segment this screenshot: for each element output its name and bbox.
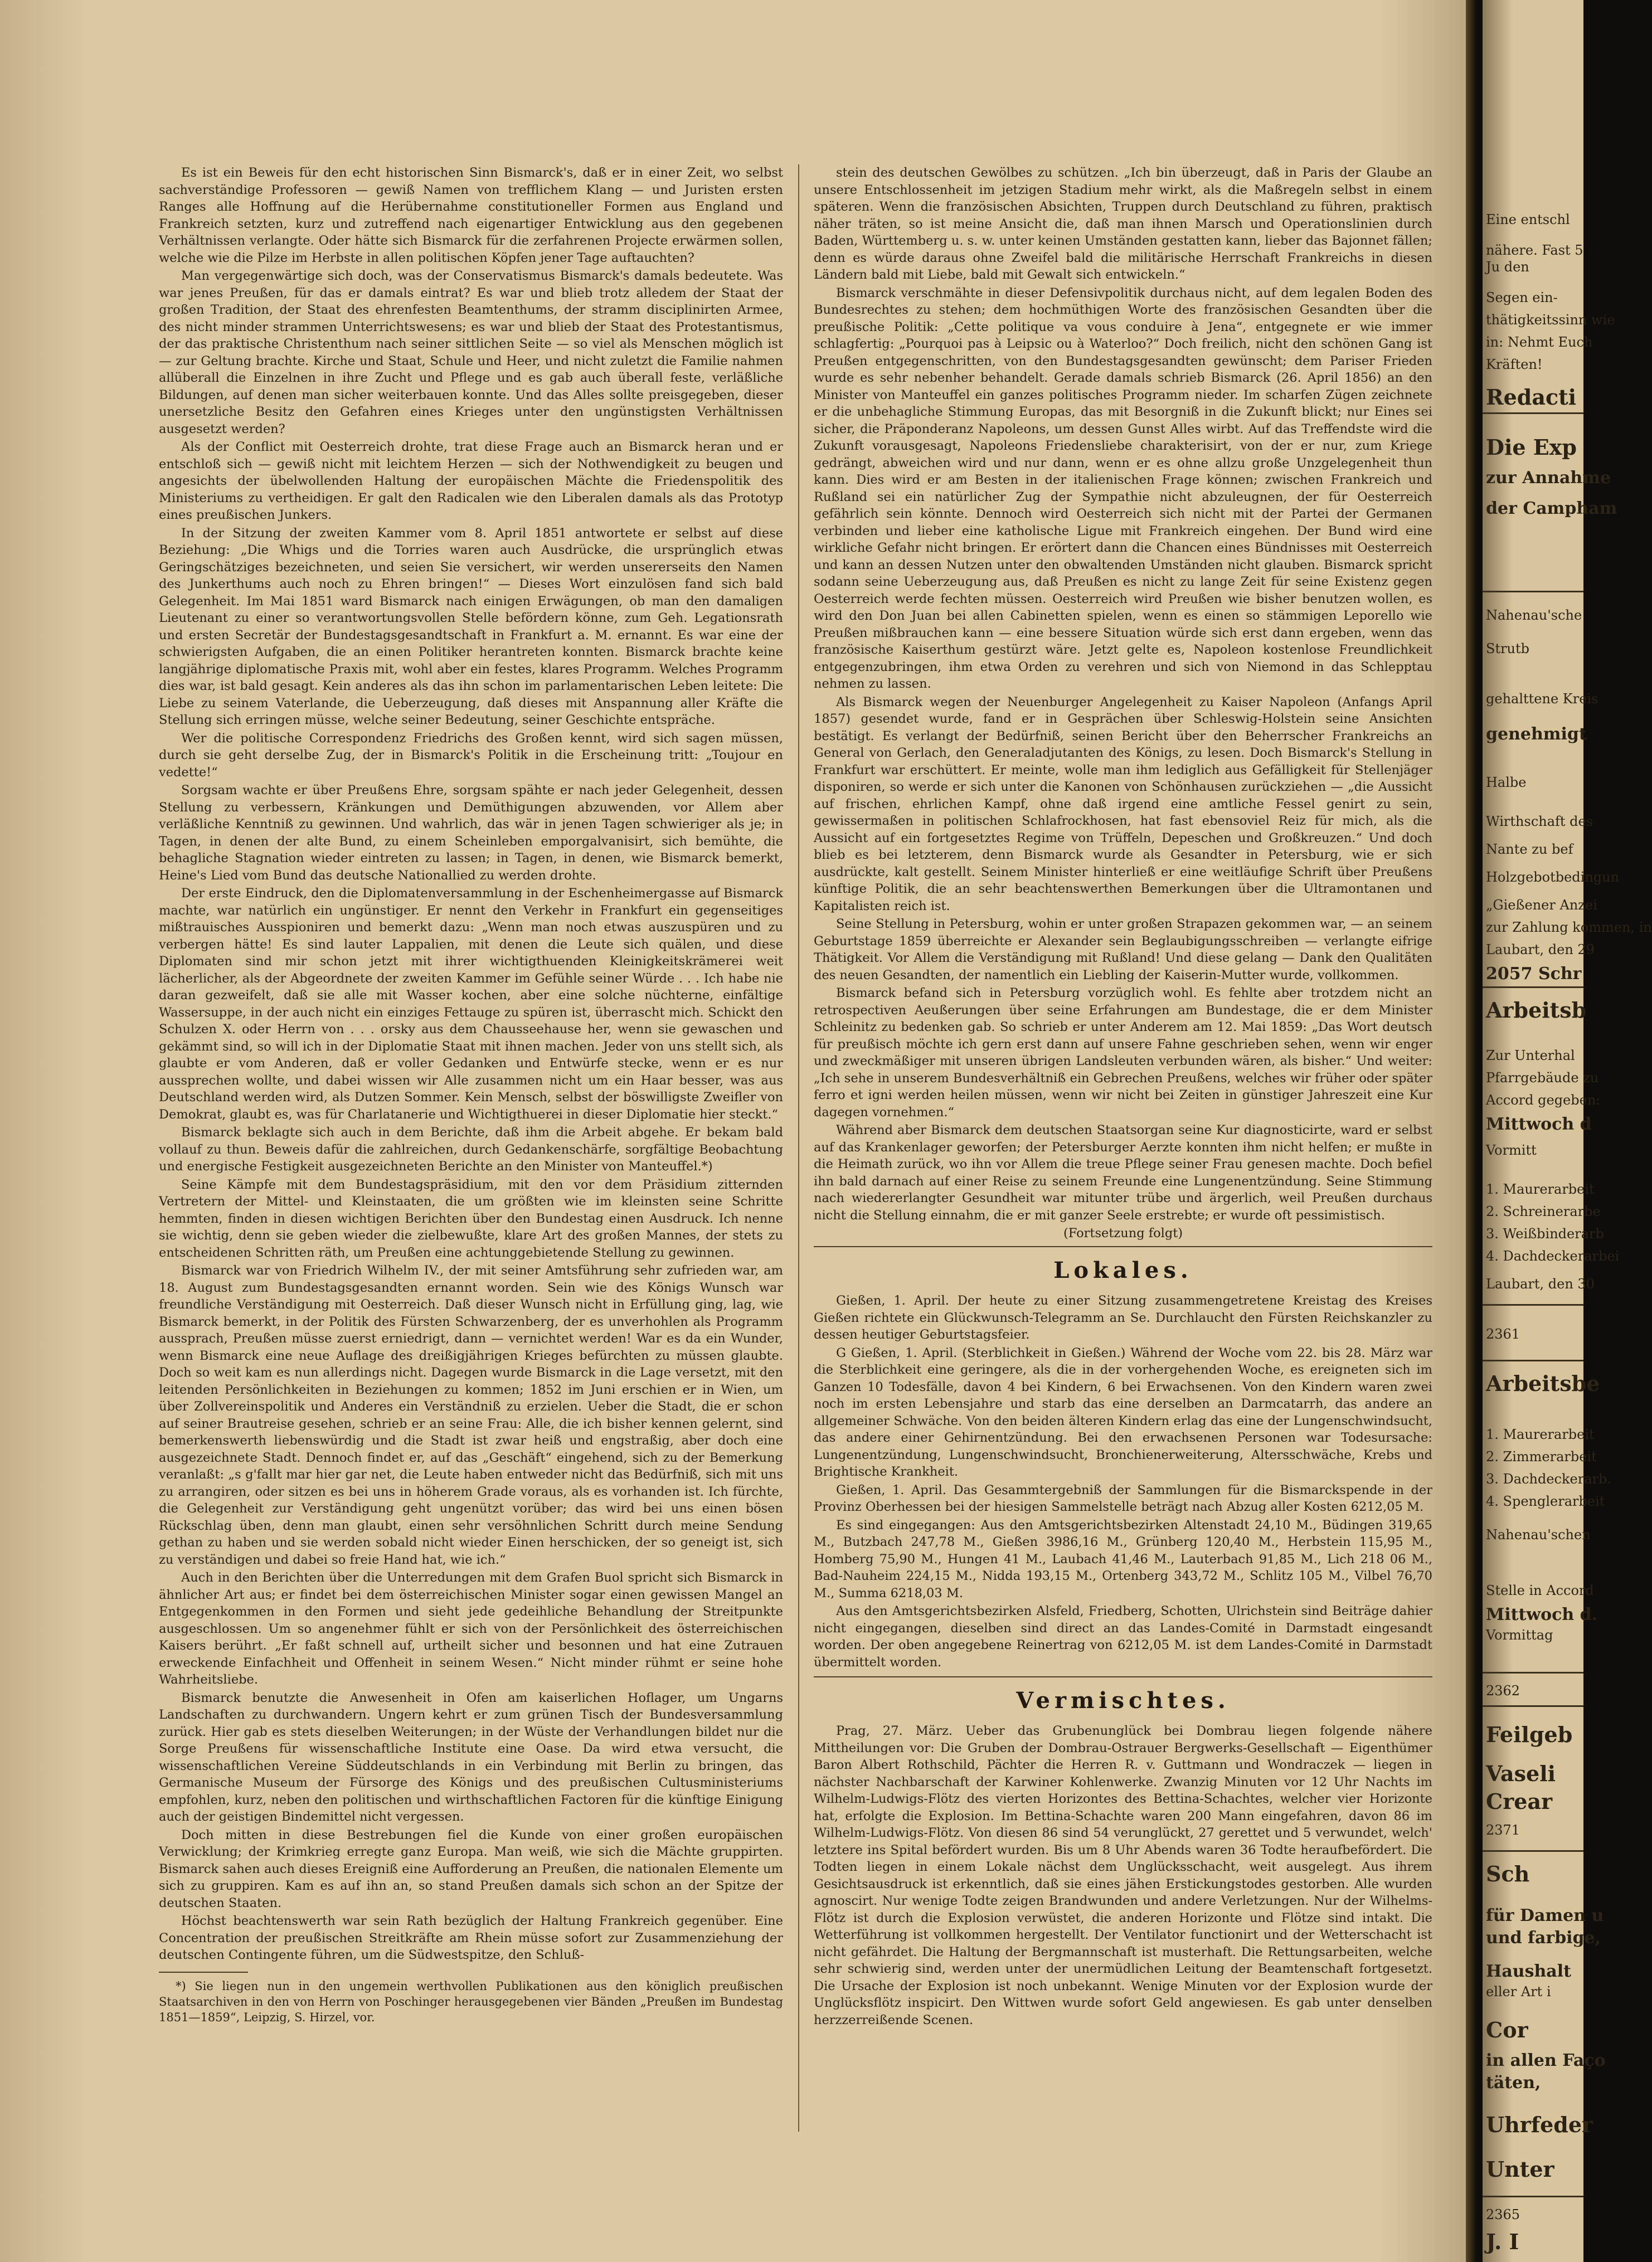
neighbor-text-fragment: nähere. Fast 5 <box>1486 242 1583 258</box>
neighbor-text-fragment: eller Art i <box>1486 1984 1551 2000</box>
vermischtes-section <box>814 1723 1432 2028</box>
neighbor-text-fragment: J. I <box>1486 2229 1519 2254</box>
neighbor-text-fragment: 1. Maurerarbeit <box>1486 1427 1595 1442</box>
neighbor-text-fragment: genehmigt <box>1486 724 1587 744</box>
neighbor-text-fragment: Die Exp <box>1486 435 1577 460</box>
neighbor-text-fragment: Vormitt <box>1486 1142 1537 1158</box>
section-rule-2 <box>814 1676 1432 1677</box>
neighbor-text-fragment: Sch <box>1486 1861 1530 1886</box>
neighbor-text-fragment: Laubart, den 29 <box>1486 942 1595 957</box>
neighbor-text-fragment: Haushalt <box>1486 1962 1571 1981</box>
neighbor-rule <box>1483 591 1583 592</box>
neighbor-rule <box>1483 412 1583 414</box>
neighbor-rule <box>1483 986 1583 988</box>
paragraph: Es ist ein Beweis für den echt historischen Sinn Bismarck's, daß er in einer Zeit, wo selbst sachverständige Professoren — gewiß Namen von trefflichem Klang — und Juristen ersten Ranges alle Hoffnung auf die Herübernahme constitutioneller Formen aus England und Frankreich setzten, kurz und zutreffend nach eigenartiger Entwicklung aus den gegebenen Verhältnissen verlangte. Oder hätte sich Bismarck für die zerfahrenen Projecte erwärmen sollen, welche wie die Pilze im Herbste in allen politischen Köpfen jener Tage auftauchten? <box>159 166 783 265</box>
neighbor-rule <box>1483 1360 1583 1361</box>
neighbor-text-fragment: 2. Zimmerarbeit <box>1486 1449 1597 1465</box>
neighbor-text-fragment: Zur Unterhal <box>1486 1048 1575 1063</box>
paragraph: Bismarck war von Friedrich Wilhelm IV., der mit seiner Amtsführung sehr zufrieden war, am 18. August zum Bundestagsgesandten ernannt worden. Sein wie des Königs Wunsch war freundliche Verständigung mit Oesterreich. Daß dieser Wunsch nicht in Erfüllung ging, lag, wie Bismarck bemerkt, in der Politik des Fürsten Schwarzenberg, der es unverhohlen als Programm aussprach, Preußen müsse zuerst erniedrigt, dann — vernichtet werden! War es da ein Wunder, wenn Bismarck eine neue Auflage des dreißigjährigen Krieges befürchten zu müssen glaubte. Doch so weit kam es nun allerdings nicht. Dagegen wurde Bismarck in die Lage versetzt, mit den leitenden Persönlichkeiten in Beziehungen zu kommen; 1852 im Juni erschien er in Wien, um über Zollvereinspolitik und Anderes ein Verständniß zu erzielen. Ueber die Stadt, die er schon auf seiner Brautreise gesehen, schrieb er an seine Frau: Alle, die ich bisher kennen gelernt, sind bemerkenswerth liebenswürdig und die Stadt ist zwar heiß und engstraßig, aber doch eine ausgezeichnete Stadt. Dennoch findet er, auf das „Geschäft“ eingehend, sich zu der Bemerkung veranlaßt: „s g'fallt mar hier gar net, die Leute haben entweder nicht das Bedürfniß, sich mit uns zu arrangiren, oder sitzen es bei uns in höherem Grade voraus, als es vorhanden ist. Ich fürchte, die Gelegenheit zur Verständigung geht ungenützt vorüber; das wird bei uns einen bösen Rückschlag üben, denn man glaubt, einen sehr versöhnlichen Schritt durch meine Sendung gethan zu haben und sie werden sobald nicht wieder Einen herschicken, der so geneigt ist, sich zu verständigen und dabei so freie Hand hat, wie ich.“ <box>159 1263 783 1567</box>
paragraph: Höchst beachtenswerth war sein Rath bezüglich der Haltung Frankreich gegenüber. Eine Concentration der preußischen Streitkräfte am Rhein müsse sofort zur Zusammenziehung der deutschen Contingente führen, um die Südwestspitze, den Schluß- <box>159 1914 783 1962</box>
neighbor-text-fragment: Ju den <box>1486 259 1529 275</box>
left-article-body <box>159 164 783 1964</box>
paragraph: Bismarck befand sich in Petersburg vorzüglich wohl. Es fehlte aber trotzdem nicht an retrospectiven Aeußerungen über seine Erfahrungen am Bundestage, die er dem Minister Schleinitz zu bedenken gab. So schrieb er unter Anderem am 12. Mai 1859: „Das Wort deutsch für preußisch möchte ich gern erst dann auf unsere Fahne geschrieben sehen, wenn wir enger und zweckmäßiger mit unseren übrigen Landsleuten verbunden wären, als bisher.“ Und weiter: „Ich sehe in unserem Bundesverhältniß ein Gebrechen Preußens, welches wir früher oder später ferro et igni werden heilen müssen, wenn wir nicht bei Zeiten in günstiger Jahreszeit eine Kur dagegen vornehmen.“ <box>814 986 1432 1120</box>
neighbor-text-fragment: gehalttene Kreis <box>1486 691 1598 707</box>
paragraph: Es sind eingegangen: Aus den Amtsgerichtsbezirken Altenstadt 24,10 M., Büdingen 319,65 M., Butzbach 247,78 M., Gießen 3986,16 M., Grünberg 120,40 M., Herbstein 115,95 M., Homberg 75,90 M., Hungen 41 M., Laubach 41,46 M., Lauterbach 91,85 M., Lich 218 06 M., Bad-Nauheim 224,15 M., Nidda 193,15 M., Ortenberg 343,72 M., Schlitz 105 M., Vilbel 76,70 M., Summa 6218,03 M. <box>814 1517 1432 1601</box>
paragraph: Auch in den Berichten über die Unterredungen mit dem Grafen Buol spricht sich Bismarck in ähnlicher Art aus; er findet bei dem österreichischen Minister sogar einen gewissen Mangel an Entgegenkommen in den Formen und sieht jede gedeihliche Behandlung der Streitpunkte ausgeschlossen. Um so angenehmer fühlt er sich von der Persönlichkeit des österreichischen Kaisers berührt. „Er faßt schnell auf, urtheilt sicher und besonnen und hat eine Zutrauen erweckende Einfachheit und Offenheit in seinem Wesen.“ Nicht minder rühmt er seine hohe Wahrheitsliebe. <box>159 1570 783 1687</box>
neighbor-text-fragment: Feilgeb <box>1486 1722 1573 1747</box>
neighbor-rule <box>1483 1672 1583 1674</box>
neighbor-text-fragment: zur Zahlung kommen, in <box>1486 920 1652 935</box>
paragraph: Wer die politische Correspondenz Friedrichs des Großen kennt, wird sich sagen müssen, durch sie geht derselbe Zug, der in Bismarck's Politik in die Erscheinung tritt: „Toujour en vedette!“ <box>159 731 783 780</box>
neighbor-text-fragment: täten, <box>1486 2073 1541 2093</box>
left-column <box>159 164 783 2025</box>
neighbor-text-fragment: für Damen u <box>1486 1906 1604 1925</box>
neighbor-text-fragment: Redacti <box>1486 385 1577 410</box>
neighbor-text-fragment: Segen ein- <box>1486 290 1558 305</box>
neighbor-text-fragment: Vormittag <box>1486 1627 1553 1643</box>
neighbor-text-fragment: Halbe <box>1486 775 1527 790</box>
neighbor-text-fragment: 3. Dachdeckerarb. <box>1486 1471 1611 1487</box>
neighbor-rule <box>1483 1850 1583 1852</box>
paragraph: Doch mitten in diese Bestrebungen fiel die Kunde von einer großen europäischen Verwicklung; der Krimkrieg erregte ganz Europa. Man weiß, wie sich die Mächte gruppirten. Bismarck sahen auch dieses Ereigniß eine Aufforderung an Preußen, die nationalen Elemente um sich zu gruppiren. Kam es auf ihn an, so stand Preußen damals sich schon an der Spitze der deutschen Staaten. <box>159 1827 783 1910</box>
paragraph: Bismarck benutzte die Anwesenheit in Ofen am kaiserlichen Hoflager, um Ungarns Landschaften zu durchwandern. Ungern kehrt er zum grünen Tisch der Bundesversammlung zurück. Hier gab es stets dieselben Weiterungen; in der Wüste der Verhandlungen bildet nur die Sorge Preußens für wissenschaftliche Institute eine Oase. Da wird etwa versucht, die wissenschaftlichen Vereine Süddeutschlands in ein Verbindung mit Berlin zu bringen, das Germanische Museum der Fürsorge des Königs und des preußischen Cultusministeriums empfohlen, kurz, neben den politischen und wirthschaftlichen Factoren für die künftige Einigung auch der geistigen Bindemittel nicht vergessen. <box>159 1690 783 1824</box>
right-article-body <box>814 164 1432 1224</box>
paragraph: In der Sitzung der zweiten Kammer vom 8. April 1851 antwortete er selbst auf diese Beziehung: „Die Whigs und die Torries waren auch Ausdrücke, die ursprünglich etwas Geringschätziges bezeichneten, und seien Sie versichert, wir werden unsererseits den Namen des Junkerthums auch noch zu Ehren bringen!“ — Dieses Wort einzulösen fand sich bald Gelegenheit. Im Mai 1851 ward Bismarck nach einigen Erwägungen, ob man den damaligen Lieutenant zu einer so verantwortungsvollen Stelle befördern könne, zum Geh. Legationsrath und ersten Secretär der Bundestagsgesandtschaft in Frankfurt a. M. ernannt. Es war eine der schwierigsten Aufgaben, die an einen Politiker herantreten konnten. Bismarck brachte keine langjährige diplomatische Praxis mit, wohl aber ein festes, klares Programm. Welches Programm dies war, ist bald gesagt. Kein anderes als das ihn schon im parlamentarischen Leben leitete: Die Liebe zu seinem Vaterlande, die Ueberzeugung, daß dieses mit Anspannung aller Kräfte die Stellung sich erringen müsse, welche seiner Bedeutung, seiner Geschichte entspräche. <box>159 526 783 727</box>
neighbor-text-fragment: Eine entschl <box>1486 212 1570 227</box>
neighbor-text-fragment: 4. Dachdeckerarbei <box>1486 1248 1620 1264</box>
neighbor-text-fragment: Arbeitsb <box>1486 998 1587 1023</box>
neighbor-text-fragment: Nahenau'schen <box>1486 1527 1591 1543</box>
neighbor-text-fragment: Mittwoch d <box>1486 1115 1592 1134</box>
neighbor-text-fragment: 2365 <box>1486 2207 1520 2222</box>
neighbor-text-fragment: 2361 <box>1486 1326 1520 1342</box>
neighbor-rule <box>1483 1705 1583 1707</box>
neighbor-text-fragment: Kräften! <box>1486 357 1543 372</box>
neighbor-text-fragment: Arbeitsbe <box>1486 1371 1600 1396</box>
neighbor-text-fragment: Strutb <box>1486 641 1530 656</box>
neighbor-text-fragment: in: Nehmt Euch <box>1486 334 1593 350</box>
neighbor-text-fragment: Crear <box>1486 1789 1553 1814</box>
neighbor-text-fragment: 2. Schreinerarbe <box>1486 1204 1601 1219</box>
neighbor-text-fragment: Nahenau'sche <box>1486 607 1582 623</box>
paragraph: Seine Stellung in Petersburg, wohin er unter großen Strapazen gekommen war, — an seinem Geburtstage 1859 überreichte er Alexander sein Beglaubigungsschreiben — verlangte eifrige Thätigkeit. Vor Allem die Verständigung mit Rußland! Und diese gelang — Dank den Qualitäten des neuen Gesandten, der namentlich ein Liebling der Kaiserin-Mutter wurde, vollkommen. <box>814 917 1432 982</box>
paragraph: Man vergegenwärtige sich doch, was der Conservatismus Bismarck's damals bedeutete. Was war jenes Preußen, für das er damals eintrat? Es war und blieb trotz alledem der Staat der großen Tradition, der Staat des ehrenfesten Beamtenthums, der stramm disciplinirten Armee, des nicht minder strammen Unterrichtswesens; es war und blieb der Staat des Protestantismus, der das praktische Christenthum nach seiner sittlichen Seite — so viel als Menschen möglich ist — zur Geltung brachte. Kirche und Staat, Schule und Heer, und nicht zuletzt die Familie nahmen allüberall die Einzelnen in ihre Zucht und Pflege und es gab auch überall feste, verläßliche Bildungen, auf denen man sicher weiterbauen konnte. Und das Alles sollte preisgegeben, dieser unersetzliche Besitz den Gefahren eines Krieges unter den ungünstigsten Verhältnissen ausgesetzt werden? <box>159 269 783 436</box>
neighbor-page-fragment <box>1483 0 1652 2262</box>
neighbor-text-fragment: Mittwoch d. <box>1486 1605 1598 1624</box>
neighbor-text-fragment: 4. Spenglerarbeit <box>1486 1494 1605 1509</box>
paragraph: Sorgsam wachte er über Preußens Ehre, sorgsam spähte er nach jeder Gelegenheit, dessen Stellung zu verbessern, Kränkungen und Demüthigungen abzuwenden, vor Allem aber verläßliche Kenntniß zu gewinnen. Und wahrlich, das wär in jenen Tagen schwieriger als je; in Tagen, in denen der alte Bund, zu einem Scheinleben emporgalvanisirt, sich bemühte, die behagliche Stagnation wieder eintreten zu lassen; in Tagen, in denen, wie Bismarck bemerkt, Heine's Lied vom Bund das deutsche Nationallied zu werden drohte. <box>159 783 783 883</box>
paragraph: Bismarck verschmähte in dieser Defensivpolitik durchaus nicht, auf dem legalen Boden des Bundesrechtes zu stehen; dem hochmüthigen Worte des französischen Gesandten über die preußische Politik: „Cette politique va vous conduire à Jena“, entgegnete er wie immer schlagfertig: „Pourquoi pas à Leipsic ou à Waterloo?“ Doch freilich, nicht den schönen Gang ist Preußen entgegenschritten, von den Bundestagsgesandten gewünscht; dem Pariser Frieden wurde es sehr nebenher behandelt. Gerade damals schrieb Bismarck (26. April 1856) an den Minister von Manteuffel ein ganzes politisches Programm nieder. Im scharfen Zügen zeichnete er die unbehagliche Stimmung Europas, das mit Besorgniß in die Zukunft blickt; nur Eines sei sicher, die Präponderanz Napoleons, um dessen Gunst Alles wirbt. Auf das Treffendste wird die Zukunft vorausgesagt, Napoleons Friedensliebe charakterisirt, von der er nur, zum Kriege gedrängt, abweichen wird und nur dann, wenn er es ohne allzu große Unzgelegenheit thun kann. Dies wird er am Besten in der italienischen Frage können; zwischen Frankreich und Rußland sei ein natürlicher Zug der Sympathie nicht abzuleugnen, der für Oesterreich gefährlich sein könnte. Dennoch wird Oesterreich sich nicht mit der Partei der Germanen verbinden und lieber eine katholische Ligue mit Frankreich eingehen. Der Bund wird eine wirkliche Gefahr nicht bringen. Er erörtert dann die Chancen eines Bündnisses mit Oesterreich und kann an dessen Nutzen unter den obwaltenden Umständen nicht glauben. Bismarck spricht sodann seine Ueberzeugung aus, daß Preußen es nicht zu lange Zeit für seine Existenz gegen Oesterreich werde fechten müssen. Oesterreich wird Preußen wie bisher benutzen wollen, es wird den Don Juan bei allen Cabinetten spielen, wenn es einen so stämmigen Leporello wie Preußen mißbrauchen kann — eine bessere Situation würde sich erst dann ergeben, wenn das französische Kaiserthum gestürzt wäre. Jetzt gelte es, Napoleon kostenlose Freundlichkeit entgegenzubringen, ihm etwa Orden zu verehren und sich von Niemond in das Schlepptau nehmen zu lassen. <box>814 285 1432 691</box>
neighbor-text-fragment: Cor <box>1486 2017 1528 2042</box>
paragraph: Bismarck beklagte sich auch in dem Berichte, daß ihm die Arbeit abgehe. Er bekam bald vollauf zu thun. Beweis dafür die zahlreichen, durch Gedankenschärfe, sorgfältige Beobachtung und energische Festigkeit ausgezeichneten Berichte an den Minister von Manteuffel.*) <box>159 1125 783 1174</box>
book-spine <box>1466 0 1483 2262</box>
neighbor-text-fragment: thätigkeitssinn wie <box>1486 312 1615 328</box>
paragraph: Während aber Bismarck dem deutschen Staatsorgan seine Kur diagnosticirte, ward er selbst auf das Krankenlager geworfen; der Petersburger Aerzte konnten ihm nicht helfen; er mußte in die Heimath zurück, wo ihn vor Allem die treue Pflege seiner Frau genesen machte. Doch befiel ihn bald darnach auf einer Reise zu seinem Freunde eine Lungenentzündung. Seine Stimmung nach wiedererlangter Gesundheit war mitunter trübe und ärgerlich, weil Preußen durchaus nicht die Stellung einnahm, die er mit ganzer Seele erstrebte; er wurde oft pessimistisch. <box>814 1123 1432 1223</box>
column-divider <box>798 164 799 2132</box>
paragraph: Als der Conflict mit Oesterreich drohte, trat diese Frage auch an Bismarck heran und er entschloß sich — gewiß nicht mit leichtem Herzen — sich der Nothwendigkeit zu beugen und angesichts der übelwollenden Haltung der europäischen Mächte die Friedenspolitik des Ministeriums zu vertheidigen. Er galt den Radicalen wie den Liberalen damals als das Prototyp eines preußischen Junkers. <box>159 440 783 522</box>
lokales-section <box>814 1292 1432 1671</box>
neighbor-text-fragment: 2057 Schr <box>1486 964 1582 984</box>
neighbor-text-fragment: Stelle in Accord <box>1486 1583 1594 1598</box>
paragraph: Als Bismarck wegen der Neuenburger Angelegenheit zu Kaiser Napoleon (Anfangs April 1857) gesendet wurde, fand er in Gesprächen über Schleswig-Holstein seine Ansichten bestätigt. Es verlangt der Bedürfniß, seinen Bericht über den Beherrscher Frankreichs an General von Gerlach, den Generaladjutanten des Königs, zu lesen. Doch Bismarck's Stellung in Frankfurt war erschüttert. Er meinte, wolle man ihm lediglich aus Gefälligkeit für Stellenjäger disponiren, so werde er sich unter die Kanonen von Schönhausen zurückziehen — „die Aussicht auf frischen, ehrlichen Kampf, ohne daß irgend eine amtliche Fessel genirt zu sein, gewissermaßen in politischen Schlafrockhosen, hat fast ebensoviel Reiz für mich, als die Aussicht auf ein fortgesetztes Regime von Trüffeln, Depeschen und Großkreuzen.“ Und doch blieb es bei letzterem, denn Bismarck wurde als Gesandter in Petersburg, wie er sich ausdrückte, kalt gestellt. Seinem Minister hinterließ er eine weitläufige Schrift über Preußens künftige Politik, die an sehr beachtenswerthen Bemerkungen über die Ultramontanen und Kapitalisten reich ist. <box>814 694 1432 913</box>
neighbor-text-fragment: Pfarrgebäude zu <box>1486 1070 1599 1086</box>
neighbor-text-fragment: 1. Maurerarbeit <box>1486 1181 1595 1197</box>
neighbor-text-fragment: in allen Faço <box>1486 2051 1606 2070</box>
neighbor-text-fragment: Vaseli <box>1486 1761 1556 1786</box>
continuation-note: (Fortsetzung folgt) <box>1063 1226 1183 1241</box>
paragraph: Gießen, 1. April. Der heute zu einer Sitzung zusammengetretene Kreistag des Kreises Gießen richtete ein Glückwunsch-Telegramm an Se. Durchlaucht den Fürsten Reichskanzler zu dessen heutiger Geburtstagsfeier. <box>814 1293 1432 1342</box>
section-rule <box>814 1246 1432 1247</box>
paragraph: Prag, 27. März. Ueber das Grubenunglück bei Dombrau liegen folgende nähere Mittheilungen vor: Die Gruben der Dombrau-Ostrauer Bergwerks-Gesellschaft — Eigenthümer Baron Albert Rothschild, Pächter die Herren R. v. Guttmann und Wondraczek — liegen in nächster Nachbarschaft der Karwiner Kohlenwerke. Zwanzig Minuten vor 12 Uhr Nachts im Wilhelm-Ludwigs-Flötz des vierten Horizontes des Bettina-Schachtes, welcher vier Horizonte hat, erfolgte die Explosion. Im Bettina-Schachte waren 200 Mann eingefahren, davon 86 im Wilhelm-Ludwigs-Flötz. Von diesen 86 sind 54 verunglückt, 27 gerettet und 5 verwundet, welch' letztere ins Spital befördert wurden. Bis um 8 Uhr Abends waren 36 Todte heraufbefördert. Die Todten liegen in einem Lokale nächst dem Unglücksschacht, weit ausgelegt. Aus ihrem Gesichtsausdruck ist erkenntlich, daß sie eines jähen Erstickungstodes gestorben. Alle wurden agnoscirt. Nur wenige Todte zeigen Brandwunden und andere Verletzungen. Nur der Wilhelms-Flötz ist durch die Explosion verwüstet, die anderen Horizonte und Flötze sind intakt. Die Wetterführung ist vollkommen hergestellt. Der Ventilator functionirt und der Wetterschacht ist nicht gefährdet. Die Haltung der Bergmannschaft ist musterhaft. Die Rettungsarbeiten, welche sehr schwierig sind, werden unter der unermüdlichen Leitung der Beamtenschaft fortgesetzt. Die Ursache der Explosion ist noch unbekannt. Wenige Minuten vor der Explosion wurde der Unglücksflötz inspicirt. Den Wittwen wurde sofort Geld angewiesen. Es gab unter denselben herzzerreißende Scenen. <box>814 1724 1432 2027</box>
right-column <box>814 164 1432 2030</box>
neighbor-text-fragment: Holzgebotbedingun <box>1486 869 1620 885</box>
neighbor-text-fragment: Wirthschaft des <box>1486 814 1593 829</box>
neighbor-rule <box>1483 1304 1583 1306</box>
paragraph: Gießen, 1. April. Das Gesammtergebniß der Sammlungen für die Bismarckspende in der Provinz Oberhessen bei der hiesigen Sammelstelle beträgt nach Abzug aller Kosten 6212,05 M. <box>814 1482 1432 1514</box>
paragraph: Seine Kämpfe mit dem Bundestagspräsidium, mit den vor dem Präsidium zitternden Vertretern der Mittel- und Kleinstaaten, die um größten wie im kleinsten seine Schritte hemmten, finden in diesen wichtigen Berichten über den Bundestag einen Ausdruck. Ich nenne sie wichtig, denn sie geben wieder die zielbewußte, klare Art des großen Mannes, der stets zu entscheidenen Schritten räth, um Preußen eine achtunggebietende Stellung zu gewinnen. <box>159 1177 783 1260</box>
lokales-heading: Lokales. <box>1053 1257 1193 1283</box>
neighbor-text-fragment: zur Annahme <box>1486 468 1611 488</box>
neighbor-text-fragment: 2362 <box>1486 1683 1520 1699</box>
neighbor-text-fragment: 2371 <box>1486 1822 1520 1838</box>
neighbor-text-fragment: 3. Weißbinderarb <box>1486 1226 1604 1242</box>
paragraph: Aus den Amtsgerichtsbezirken Alsfeld, Friedberg, Schotten, Ulrichstein sind Beiträge dahier nicht eingegangen, dieselben sind direct an das Landes-Comité in Darmstadt eingesandt worden. Der oben angegebene Reinertrag von 6212,05 M. ist dem Landes-Comité in Darmstadt übermittelt worden. <box>814 1604 1432 1670</box>
neighbor-text-fragment: Accord gegeben: <box>1486 1092 1601 1108</box>
paragraph: stein des deutschen Gewölbes zu schützen. „Ich bin überzeugt, daß in Paris der Glaube an unsere Entschlossenheit im jetzigen Stadium mehr wirkt, als die Maßregeln selbst in einem späteren. Wenn die französischen Absichten, Truppen durch Deutschland zu führen, praktisch näher träten, so ist meine Ansicht die, daß man ihnen Marsch und Operationslinien durch Baden, Württemberg u. s. w. unter keinen Umständen gestatten kann, lieber das Bajonnet fällen; denn es würde daraus ohne Zweifel bald die militärische Herrschaft Frankreichs in diesen Ländern bald mit Liebe, bald mit Gewalt sich entwickeln.“ <box>814 166 1432 282</box>
neighbor-rule <box>1483 2196 1583 2197</box>
footnote: *) Sie liegen nun in den ungemein werthvollen Publikationen aus den königlich preußischen Staatsarchiven in den von Herrn von Poschinger herausgegebenen vier Bänden „Preußen im Bundestag 1851—1859“, Leipzig, S. Hirzel, vor. <box>159 1979 783 2024</box>
neighbor-text-fragment: Laubart, den 30 <box>1486 1276 1595 1292</box>
neighbor-text-fragment: und farbige, <box>1486 1928 1601 1948</box>
neighbor-text-fragment: Nante zu bef <box>1486 841 1573 857</box>
paragraph: Der erste Eindruck, den die Diplomatenversammlung in der Eschenheimergasse auf Bismarck machte, war natürlich ein ungünstiger. Er nennt den Verkehr in Frankfurt ein gegenseitiges mißtrauisches Ausspioniren und bemerkt dazu: „Wenn man noch etwas auszuspüren und zu verbergen hätte! Es sind lauter Lappalien, mit denen die Leute sich quälen, und diese Diplomaten sind mir schon jetzt mit ihrer wichtigthuenden Kleinigkeitskrämerei weit lächerlicher, als der Abgeordnete der zweiten Kammer im Gefühle seiner Würde . . . Ich habe nie daran gezweifelt, daß sie alle mit Wasser kochen, aber eine solche nüchterne, einfältige Wassersuppe, in der auch nicht ein einziges Fettauge zu spüren ist, überrascht mich. Schickt den Schulzen X. oder Herrn von . . . orsky aus dem Chausseehause her, wenn sie gewaschen und gekämmt sind, so will ich in der Diplomatie Staat mit ihnen machen. Jeder von uns stellt sich, als glaubte er vom Anderen, daß er voller Gedanken und Entwürfe stecke, wenn er es nur aussprechen wollte, und dabei wissen wir Alle zusammen nicht um ein Haar besser, was aus Deutschland werden wird, als Dutzen Sommer. Kein Mensch, selbst der böswilligste Zweifler von Demokrat, glaubt es, was für Charlatanerie und Wichtigthuerei in dieser Diplomatie hier steckt.“ <box>159 886 783 1122</box>
vermischtes-heading: Vermischtes. <box>1016 1687 1230 1714</box>
neighbor-text-fragment: Unter <box>1486 2157 1554 2182</box>
footnote-rule <box>159 1972 248 1973</box>
neighbor-text-fragment: Uhrfeder <box>1486 2112 1593 2137</box>
neighbor-text-fragment: „Gießener Anzei <box>1486 897 1597 913</box>
paragraph: G Gießen, 1. April. (Sterblichkeit in Gießen.) Während der Woche vom 22. bis 28. März war die Sterblichkeit eine geringere, als die in der vorhergehenden Woche, es ereigneten sich im Ganzen 10 Todesfälle, davon 4 bei Kindern, 6 bei Erwachsenen. Von den Kindern waren zwei noch im ersten Lebensjahre und starb das eine derselben an Darmcatarrh, das andere an allgemeiner Schwäche. Von den beiden älteren Kindern erlag das eine der Lungenschwindsucht, das andere einer Gehirnentzündung. Bei den erwachsenen Personen war Todesursache: Lungenentzündung, Lungenschwindsucht, Bronchienerweiterung, Altersschwäche, Krebs und Brightische Krankheit. <box>814 1345 1432 1479</box>
neighbor-text-fragment: der Campham <box>1486 499 1617 518</box>
